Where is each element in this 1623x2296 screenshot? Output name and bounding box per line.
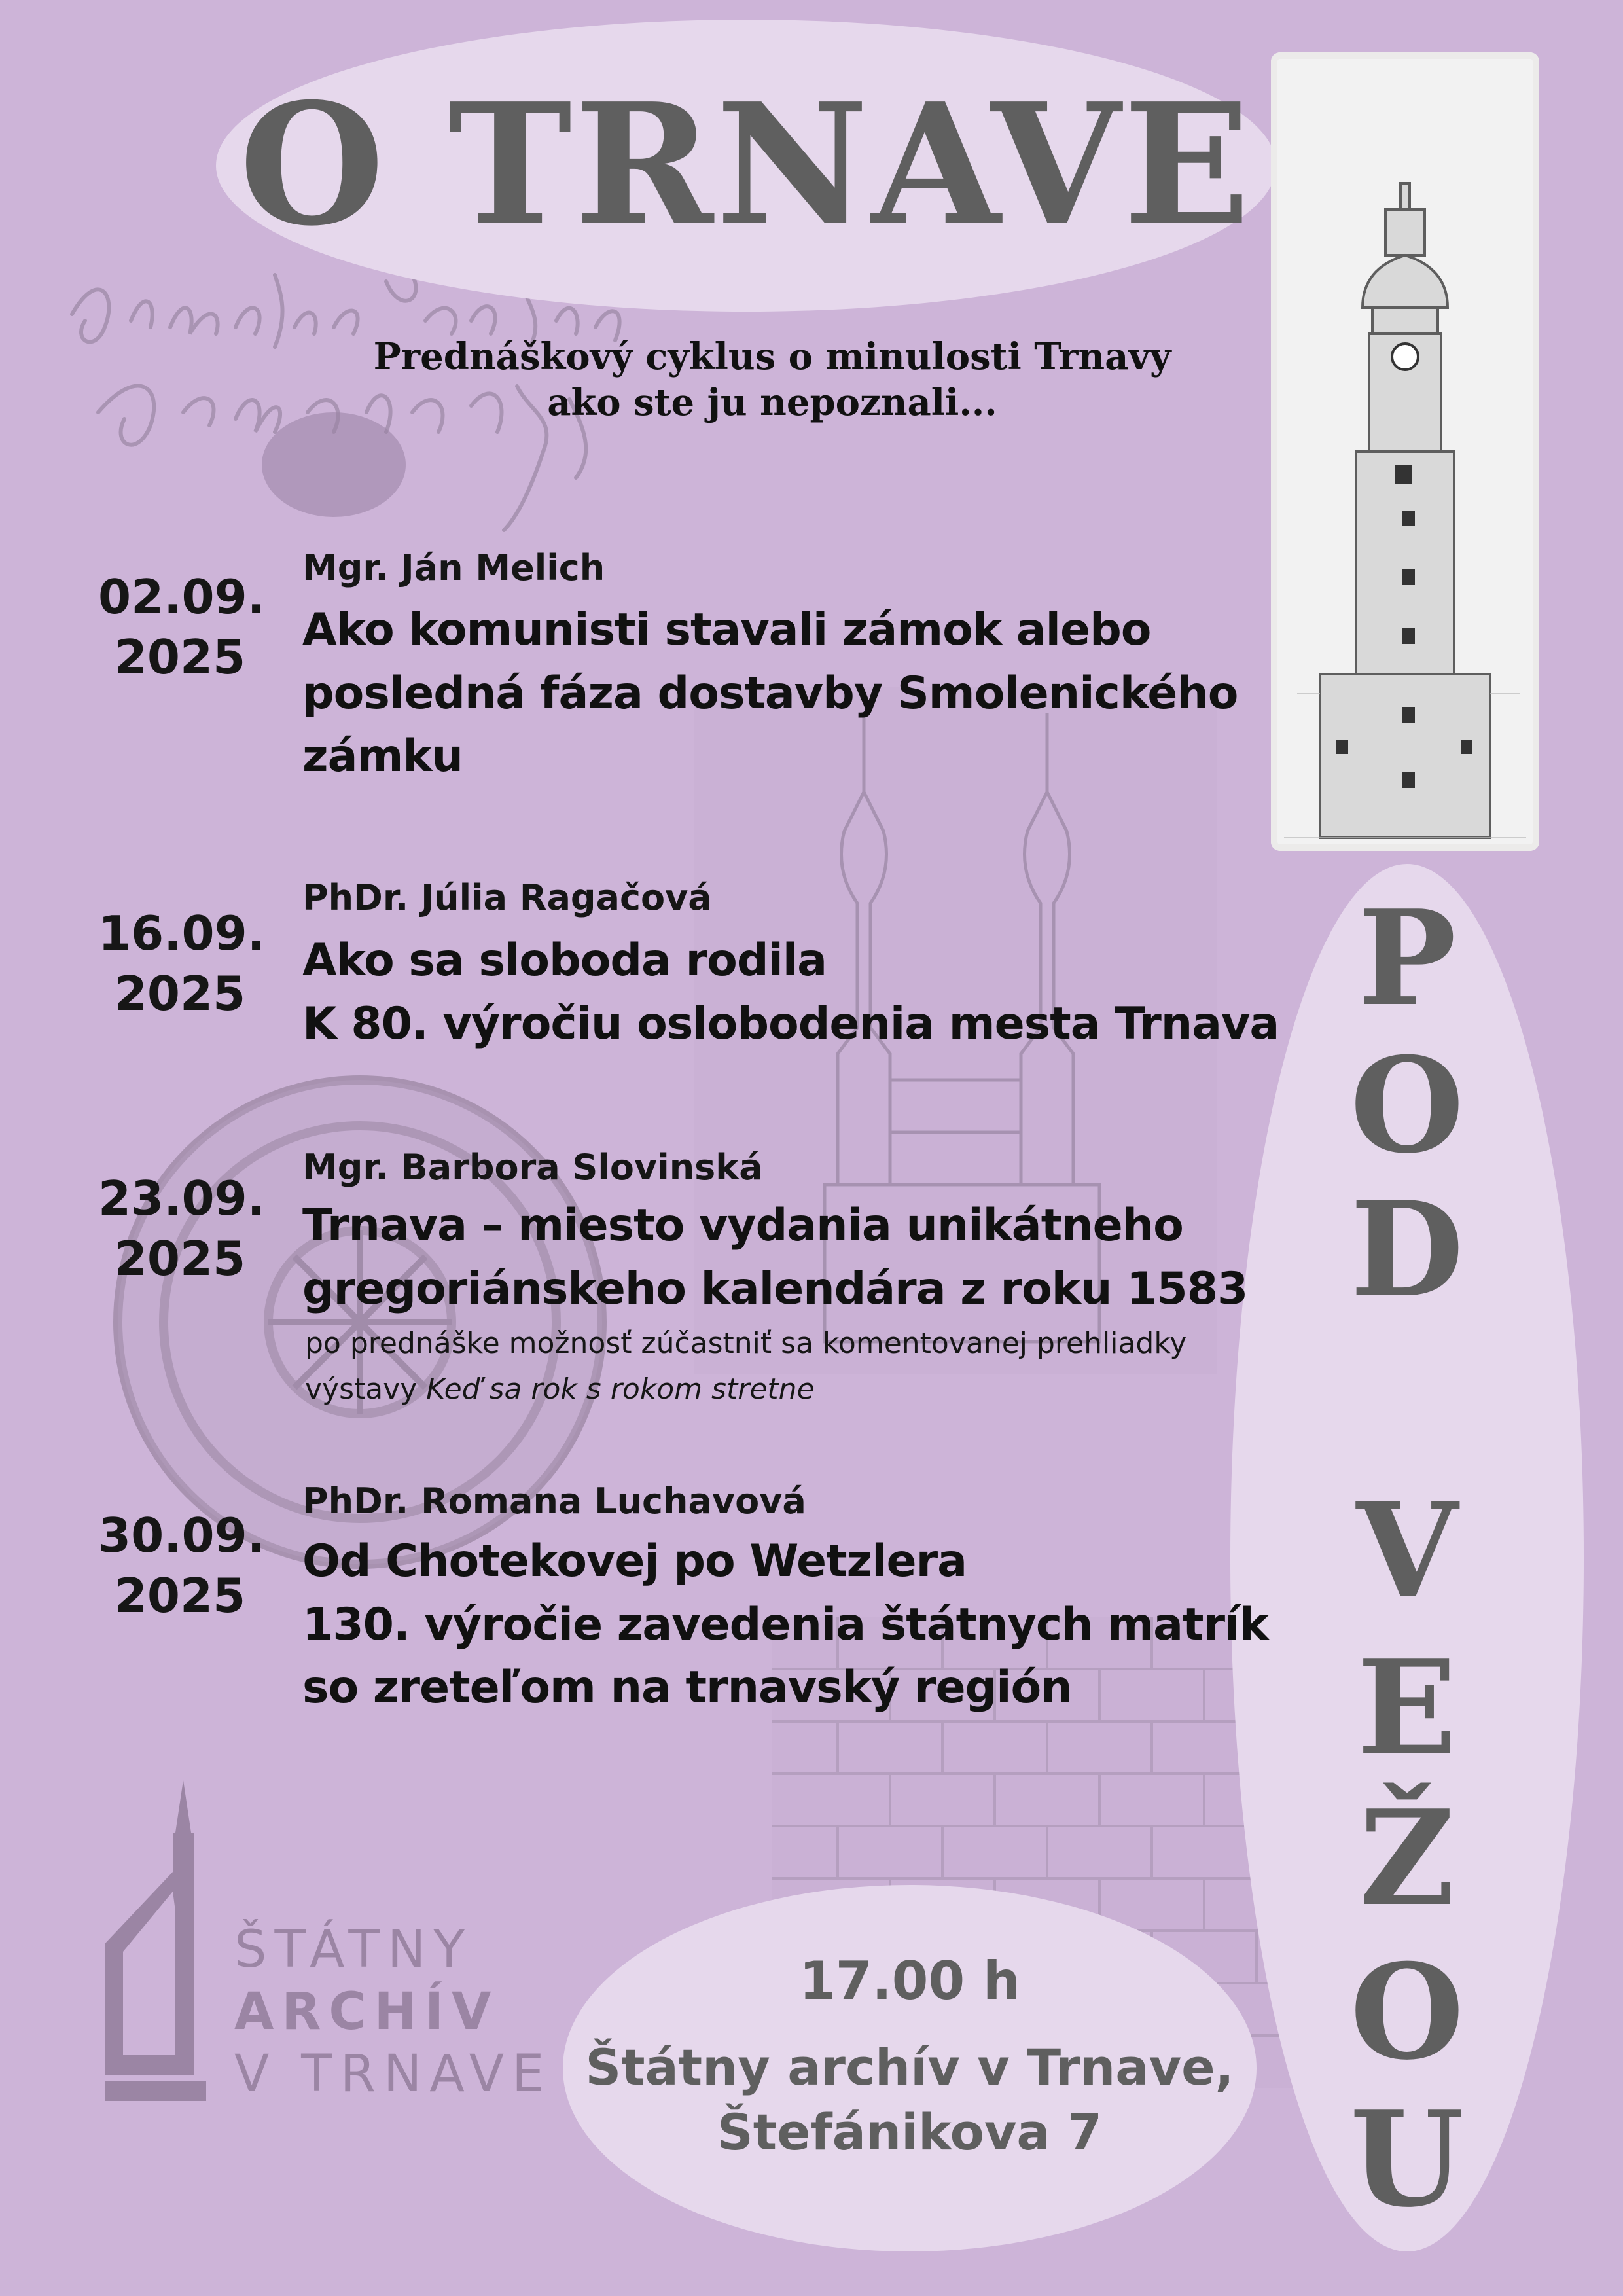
event-date-day: 30.09. bbox=[98, 1508, 266, 1563]
venue-name: Štátny archív v Trnave, bbox=[585, 2038, 1234, 2096]
event-note-line bbox=[305, 1367, 1186, 1412]
event-title bbox=[302, 929, 1279, 1056]
event-date bbox=[98, 903, 266, 1024]
event-title bbox=[302, 1530, 1268, 1720]
event-note bbox=[305, 1321, 1186, 1413]
event-speaker: Mgr. Ján Melich bbox=[302, 547, 605, 588]
vertical-title-letter: O bbox=[1349, 1935, 1465, 2089]
logo-line-3: V TRNAVE bbox=[234, 2045, 552, 2104]
event-note-line: po prednáške možnosť zúčastniť sa komentovanej prehliadky bbox=[305, 1327, 1187, 1360]
event-title-line: zámku bbox=[302, 730, 463, 783]
tower-illustration-frame bbox=[1271, 52, 1539, 851]
vertical-title-letter: V bbox=[1356, 1474, 1458, 1628]
subtitle-line-1: Prednáškový cyklus o minulosti Trnavy bbox=[373, 335, 1171, 378]
event-date-day: 02.09. bbox=[98, 569, 266, 624]
event-title-line: Ako sa sloboda rodila bbox=[302, 935, 827, 986]
vertical-title-letter: P bbox=[1357, 882, 1457, 1035]
logo-line-1: ŠTÁTNY bbox=[234, 1920, 473, 1979]
event-speaker: PhDr. Júlia Ragačová bbox=[302, 877, 712, 918]
poster-title: O TRNAVE bbox=[239, 67, 1253, 263]
archive-logo-text bbox=[234, 1919, 552, 2106]
vertical-title-letter: Ž bbox=[1359, 1782, 1455, 1935]
event-note-text: výstavy bbox=[305, 1372, 427, 1407]
event-title-line: 130. výročie zavedenia štátnych matrík bbox=[302, 1598, 1268, 1651]
event-speaker: Mgr. Barbora Slovinská bbox=[302, 1147, 763, 1188]
venue-street: Štefánikova 7 bbox=[717, 2102, 1102, 2161]
event-title-line: so zreteľom na trnavský región bbox=[302, 1662, 1072, 1714]
event-title-line: Trnava – miesto vydania unikátneho bbox=[302, 1200, 1183, 1251]
event-title bbox=[302, 599, 1238, 789]
event-title-line: Od Chotekovej po Wetzlera bbox=[302, 1535, 967, 1587]
event-date-year: 2025 bbox=[114, 966, 246, 1022]
event-title bbox=[302, 1194, 1247, 1321]
vertical-title-letter: U bbox=[1349, 2083, 1465, 2236]
venue-address bbox=[563, 2036, 1257, 2165]
event-time: 17.00 h bbox=[799, 1950, 1020, 2011]
event-date-day: 16.09. bbox=[98, 906, 266, 961]
poster-subtitle bbox=[249, 334, 1296, 425]
vertical-title-letter: E bbox=[1357, 1631, 1457, 1785]
vertical-title-letter: D bbox=[1350, 1173, 1464, 1327]
event-date bbox=[98, 567, 266, 687]
event-title-line: posledná fáza dostavby Smolenického bbox=[302, 667, 1238, 719]
event-speaker: PhDr. Romana Luchavová bbox=[302, 1480, 806, 1522]
vertical-title-letter: O bbox=[1349, 1029, 1465, 1183]
archive-building-icon bbox=[105, 1780, 209, 2101]
event-title-line: gregoriánskeho kalendára z roku 1583 bbox=[302, 1263, 1248, 1315]
event-title-line: Ako komunisti stavali zámok alebo bbox=[302, 604, 1151, 656]
event-title-line: K 80. výročiu oslobodenia mesta Trnava bbox=[302, 997, 1279, 1050]
event-date-year: 2025 bbox=[114, 1231, 246, 1287]
logo-line-2: ARCHÍV bbox=[234, 1982, 499, 2042]
town-tower-drawing bbox=[1271, 52, 1539, 851]
exhibition-name: Keď sa rok s rokom stretne bbox=[426, 1372, 815, 1407]
subtitle-line-2: ako ste ju nepoznali... bbox=[547, 381, 997, 424]
event-date bbox=[98, 1505, 266, 1626]
event-date-year: 2025 bbox=[114, 1568, 246, 1624]
event-date bbox=[98, 1168, 266, 1289]
event-date-day: 23.09. bbox=[98, 1171, 266, 1226]
event-date-year: 2025 bbox=[114, 630, 246, 685]
